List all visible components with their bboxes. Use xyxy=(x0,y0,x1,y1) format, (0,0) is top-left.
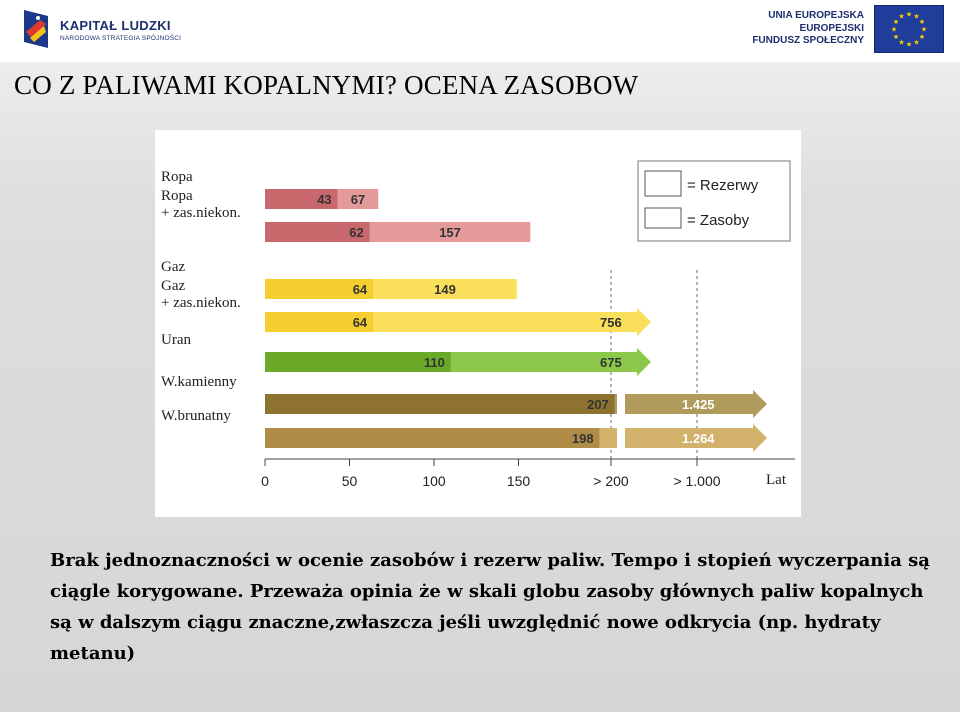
bar-group xyxy=(265,308,651,336)
legend-label-reserves: = Rezerwy xyxy=(687,177,759,194)
x-tick-label: 0 xyxy=(261,473,269,489)
category-label: + zas.niekon. xyxy=(161,295,241,311)
bar-group xyxy=(265,424,767,452)
chart-panel xyxy=(155,130,801,517)
bar-group xyxy=(265,279,517,299)
bar-break-gap xyxy=(617,393,625,415)
bar-label-reserves: 110 xyxy=(423,355,445,370)
eu-star-icon: ★ xyxy=(918,18,926,26)
bar-label-reserves: 64 xyxy=(352,315,368,330)
bar-label-resources: 1.425 xyxy=(682,397,715,412)
eu-star-icon: ★ xyxy=(890,25,898,34)
bar-break-gap xyxy=(617,427,625,449)
x-tick-label: 100 xyxy=(422,473,446,489)
category-label: Gaz xyxy=(161,259,186,275)
bar-label-resources: 675 xyxy=(600,355,622,370)
x-axis-label: Lat xyxy=(766,472,786,488)
x-tick-label: > 200 xyxy=(593,473,629,489)
eu-star-icon: ★ xyxy=(920,25,928,34)
bar-label-reserves: 207 xyxy=(587,397,609,412)
bar-label-reserves: 43 xyxy=(317,192,332,207)
bar-label-resources: 1.264 xyxy=(682,431,715,446)
eu-line-2: EUROPEJSKI xyxy=(799,22,864,34)
legend-label-resources: = Zasoby xyxy=(687,212,750,229)
eu-flag-icon xyxy=(874,5,944,53)
category-label: + zas.niekon. xyxy=(161,205,241,221)
bar-group xyxy=(265,222,530,242)
x-tick-label: 150 xyxy=(506,473,531,489)
kapital-ludzki-mark-icon xyxy=(18,8,54,50)
category-label: W.brunatny xyxy=(161,408,231,424)
bar-label-resources: 67 xyxy=(350,192,366,207)
bar-label-resources: 149 xyxy=(434,282,456,297)
x-tick-label: > 1.000 xyxy=(673,473,721,489)
eu-logo-text xyxy=(752,10,864,48)
slide-title: CO Z PALIWAMI KOPALNYMI? OCENA ZASOBOW xyxy=(14,70,639,100)
eu-star-icon: ★ xyxy=(892,33,900,41)
eu-star-icon: ★ xyxy=(913,38,920,47)
eu-star-icon: ★ xyxy=(905,10,913,19)
category-label: W.kamienny xyxy=(161,374,237,390)
fossil-fuel-chart xyxy=(155,130,801,517)
eu-stars-icon xyxy=(875,6,943,52)
eu-star-icon: ★ xyxy=(905,40,913,49)
category-label: Uran xyxy=(161,332,191,348)
eu-star-icon: ★ xyxy=(898,38,905,47)
header-bar xyxy=(0,0,960,62)
eu-star-icon: ★ xyxy=(913,12,920,21)
category-label: Ropa xyxy=(161,188,193,204)
bar-label-reserves: 64 xyxy=(352,282,368,297)
category-label: Ropa xyxy=(161,169,193,185)
kapital-ludzki-logo xyxy=(18,8,182,54)
eu-line-1: UNIA EUROPEJSKA xyxy=(768,10,864,21)
category-label: Gaz xyxy=(161,278,186,294)
eu-star-icon: ★ xyxy=(892,18,900,26)
eu-star-icon: ★ xyxy=(918,33,926,41)
legend-swatch-reserves xyxy=(645,171,681,196)
bar-reserves xyxy=(265,428,600,448)
bar-label-reserves: 62 xyxy=(349,225,364,240)
bar-label-reserves: 198 xyxy=(571,431,594,446)
slide-body-text: Brak jednoznaczności w ocenie zasobów i rezerw paliw. Tempo i stopień wyczerpania są ciągle korygowane. Przeważa opinia że w skali globu zasoby głównych paliw kopalnych są w dalszym ciągu znaczne,zwłaszcza jeśli uwzględnić nowe odkrycia (np. hydraty metanu) xyxy=(50,550,930,664)
x-tick-label: 50 xyxy=(341,473,358,489)
bar-reserves xyxy=(265,394,615,414)
bar-label-resources: 157 xyxy=(439,225,461,240)
kapital-ludzki-title: KAPITAŁ LUDZKI xyxy=(60,18,171,33)
kapital-ludzki-subtitle: NARODOWA STRATEGIA SPÓJNOŚCI xyxy=(60,35,182,42)
eu-star-icon: ★ xyxy=(898,12,905,21)
bar-label-resources: 756 xyxy=(600,315,622,330)
eu-line-3: FUNDUSZ SPOŁECZNY xyxy=(752,35,864,46)
bar-group xyxy=(265,390,767,418)
bar-group xyxy=(265,348,651,376)
bar-group xyxy=(265,189,378,209)
legend-swatch-resources xyxy=(645,208,681,228)
